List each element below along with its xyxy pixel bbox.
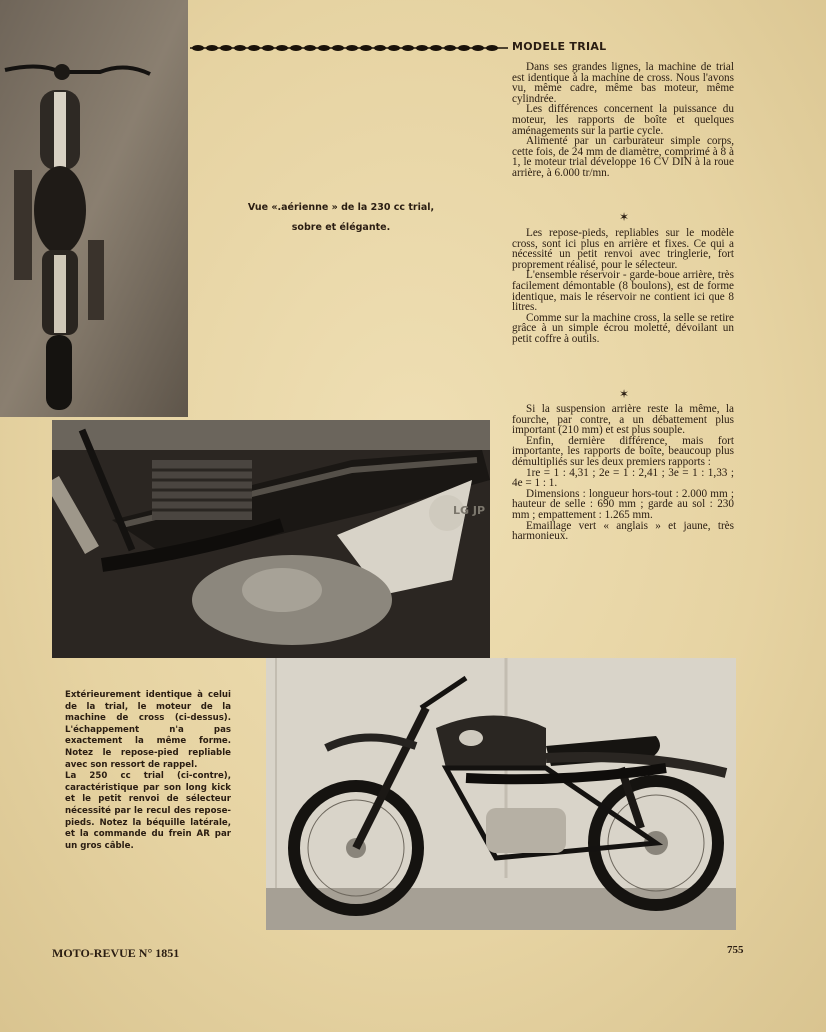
page-number: 755	[727, 944, 744, 956]
separator-star-1: ✶	[619, 210, 630, 224]
article-paragraph: Alimenté par un carburateur simple corps, cette fois, de 24 mm de diamètre, comprimé à 8 à 1, le moteur trial développe 16 CV DIN à la roue arrière, à 6.000 tr/mn.	[512, 135, 734, 179]
article-paragraph: L'ensemble réservoir - garde-boue arrière, très facilement démontable (8 boulons), est de forme identique, mais le réservoir ne contient ici que 8 litres.	[512, 269, 734, 314]
photo-trial-motorcycle	[266, 658, 736, 930]
article-paragraph: Les différences concernent la puissance du moteur, les rapports de boîte et quelques aménagements sur la partie cycle.	[512, 103, 734, 137]
article-paragraph: 1re = 1 : 4,31 ; 2e = 1 : 2,41 ; 3e = 1 : 1,33 ; 4e = 1 : 1.	[512, 466, 734, 490]
separator-star-2: ✶	[619, 387, 630, 401]
article-paragraph: Dans ses grandes lignes, la machine de trial est identique à la machine de cross. Nous l'avons vu, même cadre, même bas moteur, même cylindrée.	[512, 61, 734, 105]
aerial-motorcycle-image	[0, 0, 188, 417]
caption-paragraph-1: Extérieurement identique à celui de la trial, le moteur de la machine de cross (ci-dessus). L'échappement n'a pas exactement la même forme. Notez le repose-pied repliable avec son ressort de rappel.	[65, 690, 231, 770]
article-block-1	[512, 62, 734, 179]
article-paragraph: Si la suspension arrière reste la même, la fourche, par contre, a un débattement plus important (210 mm) et est plus souple.	[512, 403, 734, 437]
caption-line-1: Vue «.aérienne » de la 230 cc trial,	[247, 202, 435, 213]
article-paragraph: Emaillage vert « anglais » et jaune, très harmonieux.	[512, 519, 734, 543]
decorative-header-rule	[190, 40, 508, 56]
trial-motorcycle-image	[266, 658, 736, 930]
article-paragraph: Enfin, dernière différence, mais fort importante, les rapports de boîte, beaucoup plus démultipliés sur les deux premiers rapports :	[512, 434, 734, 468]
magazine-issue-label: MOTO-REVUE N° 1851	[52, 946, 180, 960]
engine-image	[52, 420, 490, 658]
watermark-text: LG JP	[453, 504, 486, 517]
article-paragraph: Dimensions : longueur hors-tout : 2.000 mm ; hauteur de selle : 690 mm ; garde au sol : 230 mm ; empattement : 1.265 mm.	[512, 487, 734, 521]
article-paragraph: Comme sur la machine cross, la selle se retire grâce à un simple écrou moletté, dévoilant un petit coffre à outils.	[512, 311, 734, 345]
photo-engine-closeup	[52, 420, 490, 658]
article-paragraph: Les repose-pieds, repliables sur le modèle cross, sont ici plus en arrière et fixes. Ce qui a nécessité un petit renvoi avec tringlerie, fort proprement réalisé, pour le sélecteur.	[512, 227, 734, 271]
photo-aerial-view	[0, 0, 188, 417]
aerial-photo-caption	[232, 198, 450, 238]
section-title: MODELE TRIAL	[512, 40, 607, 53]
engine-photo-caption	[65, 690, 231, 852]
caption-line-2: sobre et élégante.	[291, 222, 391, 233]
caption-paragraph-2: La 250 cc trial (ci-contre), caractéristique par son long kick et le petit renvoi de sélecteur nécessité par le recul des repose-pieds. Notez la béquille latérale, et la commande du frein AR par un gros câble.	[65, 771, 231, 851]
article-block-3	[512, 404, 734, 542]
article-block-2	[512, 228, 734, 345]
